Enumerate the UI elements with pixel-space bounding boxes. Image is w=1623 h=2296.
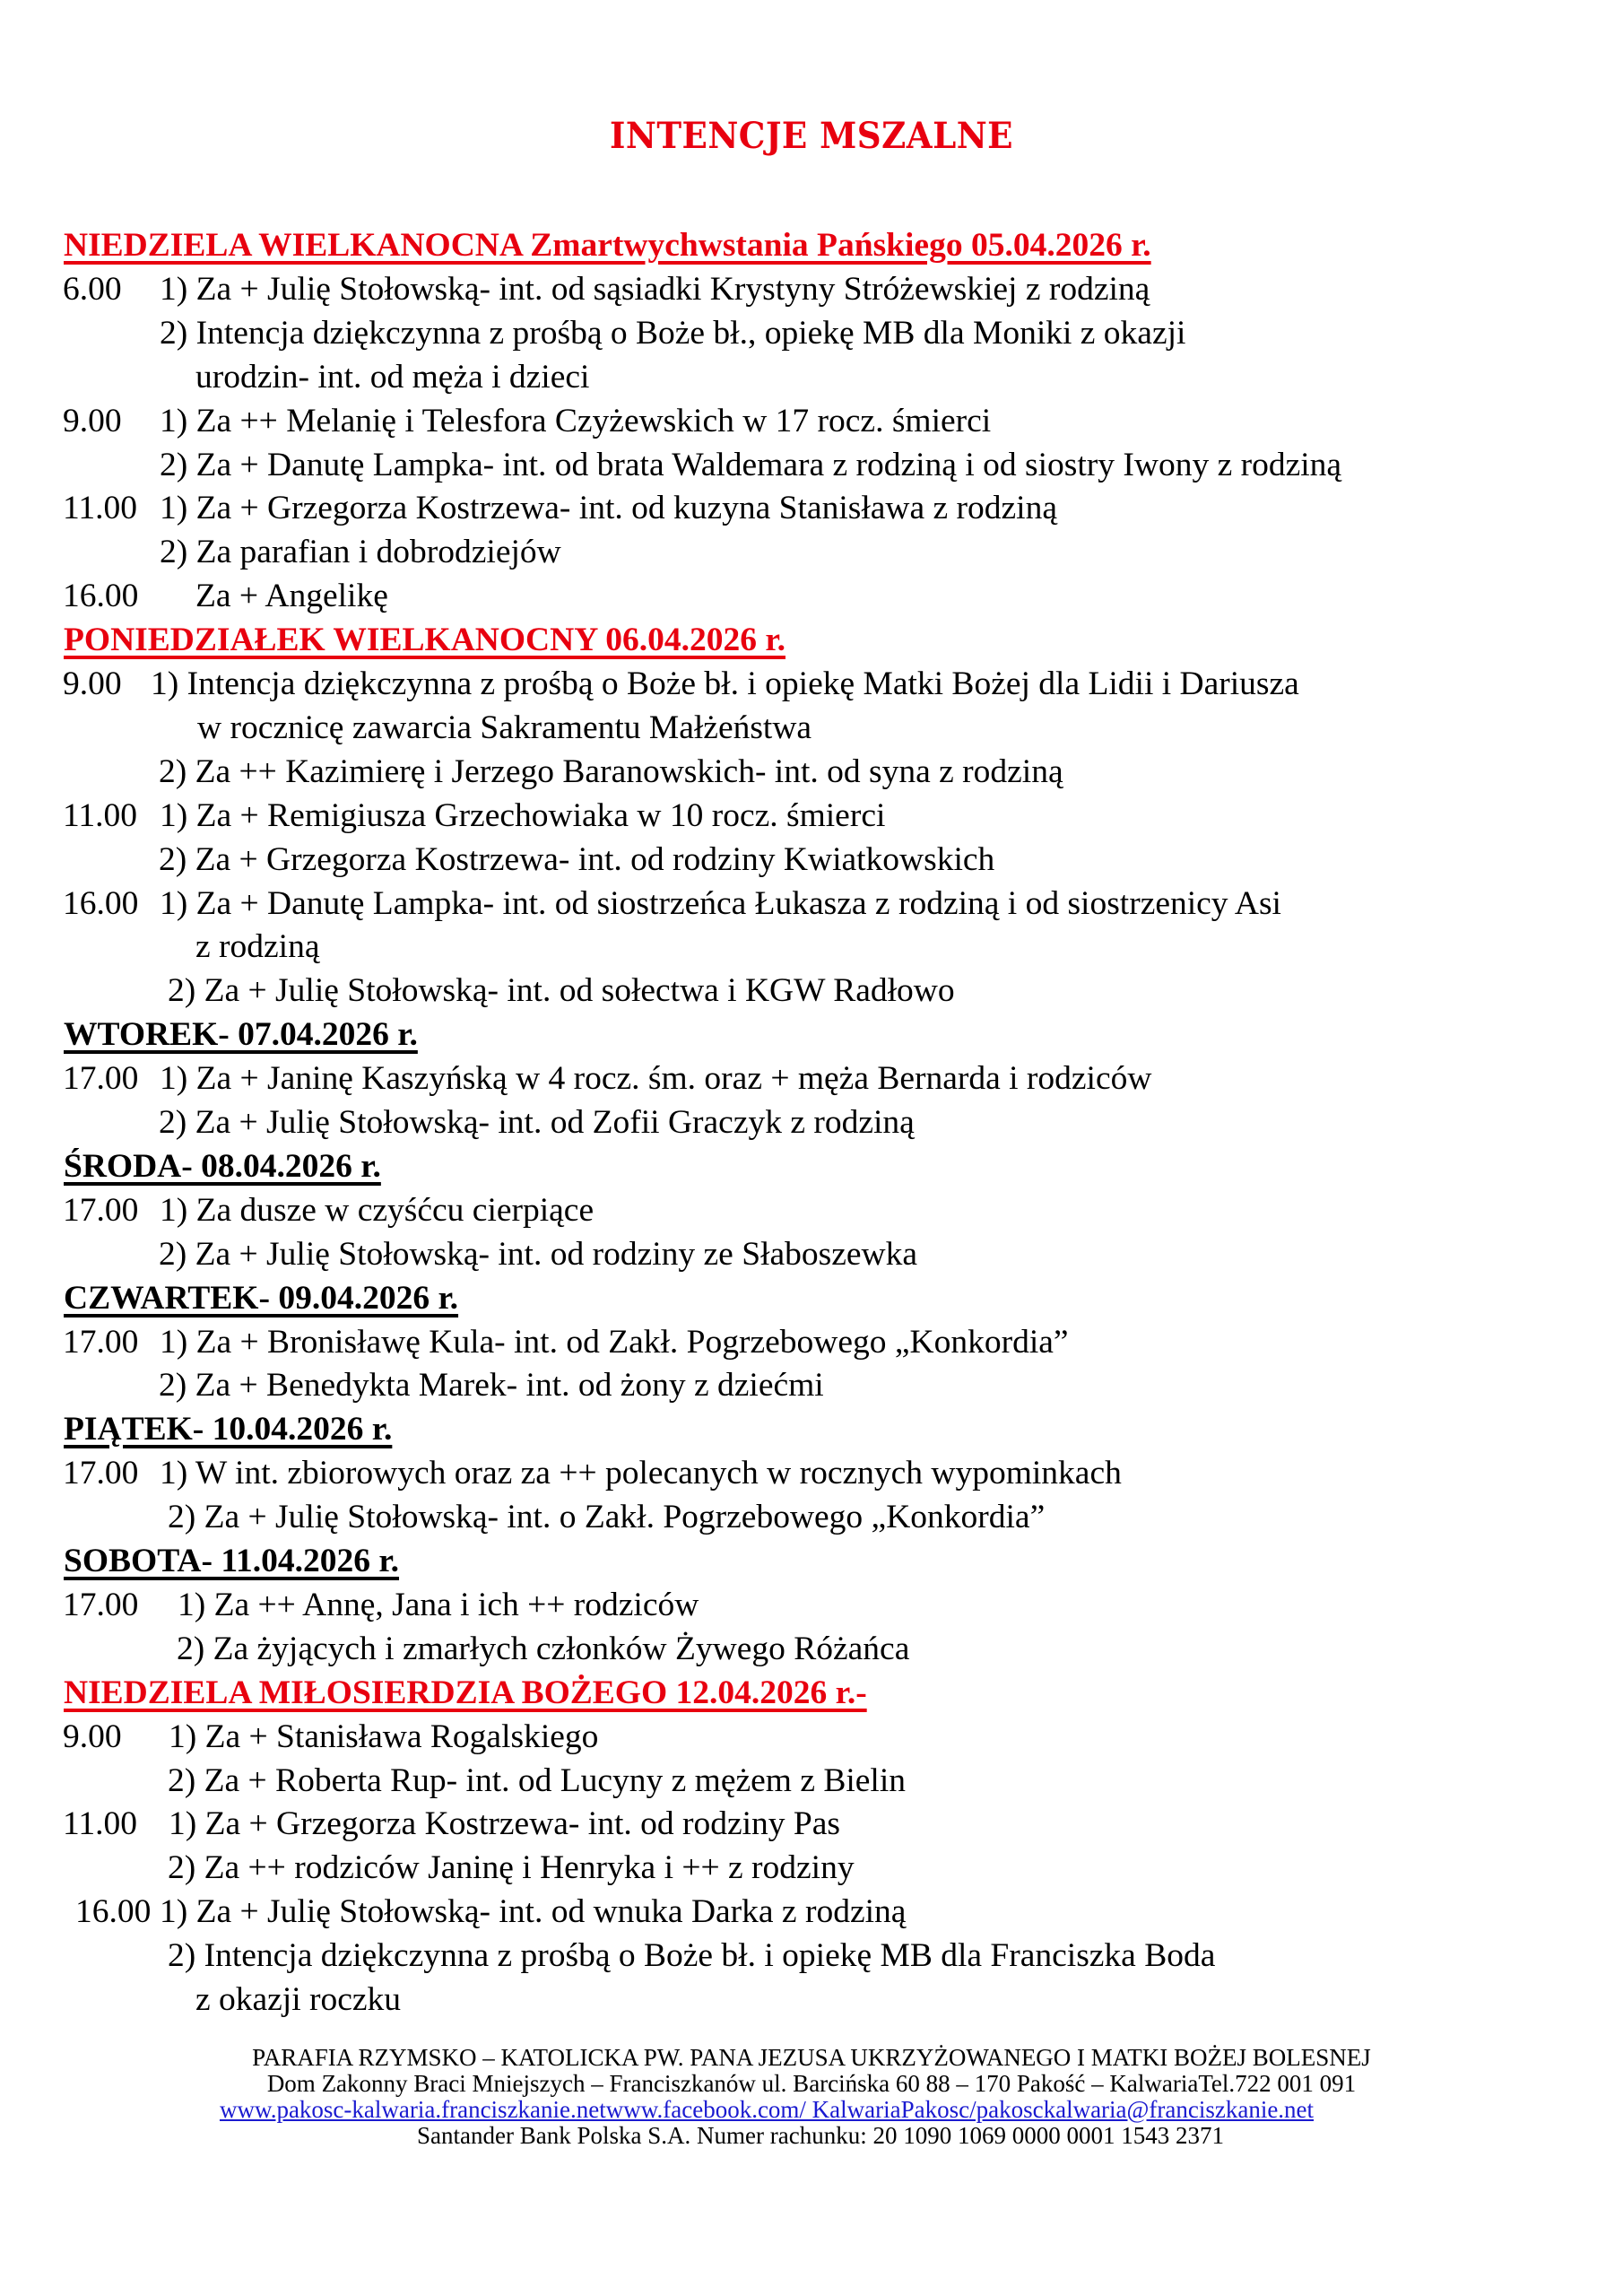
mass-time: 16.00 bbox=[63, 884, 139, 922]
intention-text: 2) Za + Julię Stołowską- int. od sołectwa i KGW Radłowo bbox=[168, 972, 955, 1010]
day-heading: SOBOTA- 11.04.2026 r. bbox=[64, 1543, 400, 1579]
intention-text: 2) Za + Julię Stołowską- int. od rodziny ze Słaboszewka bbox=[159, 1235, 917, 1273]
intention-text: 2) Za + Julię Stołowską- int. od Zofii Graczyk z rodziną bbox=[159, 1104, 915, 1141]
mass-time: 17.00 bbox=[63, 1060, 139, 1098]
intention-text: z okazji roczku bbox=[195, 1981, 402, 2018]
mass-time: 9.00 bbox=[63, 1718, 122, 1755]
intention-text: 1) Za + Grzegorza Kostrzewa- int. od rodziny Pas bbox=[169, 1805, 841, 1843]
mass-time: 11.00 bbox=[63, 490, 137, 527]
intention-text: 2) Za ++ Kazimierę i Jerzego Baranowskich- int. od syna z rodziną bbox=[159, 752, 1063, 790]
intention-text: 1) Za dusze w czyśćcu cierpiące bbox=[160, 1191, 595, 1229]
footer-parish: PARAFIA RZYMSKO – KATOLICKA PW. PANA JEZUSA UKRZYŻOWANEGO I MATKI BOŻEJ BOLESNEJ bbox=[252, 2044, 1371, 2071]
day-heading: CZWARTEK- 09.04.2026 r. bbox=[64, 1279, 459, 1317]
day-heading: PONIEDZIAŁEK WIELKANOCNY 06.04.2026 r. bbox=[64, 622, 785, 659]
mass-time: 17.00 bbox=[63, 1323, 139, 1361]
intention-text: Za + Angelikę bbox=[195, 578, 388, 615]
intention-text: w rocznicę zawarcia Sakramentu Małżeństwa bbox=[197, 709, 812, 746]
intention-text: 1) Za + Stanisława Rogalskiego bbox=[169, 1718, 599, 1755]
footer-links-row bbox=[0, 2097, 1578, 2123]
intention-text: 2) Intencja dziękczynna z prośbą o Boże bł., opiekę MB dla Moniki z okazji bbox=[160, 314, 1186, 352]
intention-text: 2) Za ++ rodziców Janinę i Henryka i ++ z rodziny bbox=[168, 1849, 855, 1887]
intention-text: urodzin- int. od męża i dzieci bbox=[195, 358, 590, 396]
intention-text: 1) Za + Grzegorza Kostrzewa- int. od kuzyna Stanisława z rodziną bbox=[160, 490, 1057, 527]
mass-time: 6.00 bbox=[63, 270, 122, 308]
mass-time: 9.00 bbox=[63, 665, 122, 702]
intention-text: 1) Za + Bronisławę Kula- int. od Zakł. Pogrzebowego „Konkordia” bbox=[160, 1323, 1069, 1361]
intention-text: 1) Intencja dziękczynna z prośbą o Boże bł. i opiekę Matki Bożej dla Lidii i Dariusza bbox=[151, 665, 1299, 702]
intention-text: 1) Za + Janinę Kaszyńską w 4 rocz. śm. oraz + męża Bernarda i rodziców bbox=[160, 1060, 1152, 1098]
intention-text: 1) Za + Danutę Lampka- int. od siostrzeńca Łukasza z rodziną i od siostrzenicy Asi bbox=[160, 884, 1281, 922]
day-heading: ŚRODA- 08.04.2026 r. bbox=[64, 1147, 381, 1185]
day-heading: WTOREK- 07.04.2026 r. bbox=[64, 1016, 418, 1054]
intention-text: 2) Za żyjących i zmarłych członków Żywego Różańca bbox=[177, 1630, 910, 1667]
footer-address: Dom Zakonny Braci Mniejszych – Franciszkanów ul. Barcińska 60 88 – 170 Pakość – KalwariaTel.722 001 091 bbox=[266, 2070, 1357, 2097]
intention-text: 1) Za + Julię Stołowską- int. od wnuka Darka z rodziną bbox=[160, 1893, 907, 1931]
intention-text: 2) Za + Roberta Rup- int. od Lucyny z mężem z Bielin bbox=[168, 1761, 907, 1799]
intention-text: 2) Intencja dziękczynna z prośbą o Boże bł. i opiekę MB dla Franciszka Boda bbox=[168, 1937, 1216, 1975]
mass-time: 9.00 bbox=[63, 402, 122, 439]
day-heading: NIEDZIELA WIELKANOCNA Zmartwychwstania Pańskiego 05.04.2026 r. bbox=[64, 227, 1151, 264]
mass-time: 11.00 bbox=[63, 796, 137, 834]
mass-time: 17.00 bbox=[63, 1586, 139, 1623]
intention-text: 1) Za + Julię Stołowską- int. od sąsiadki Krystyny Stróżewskiej z rodziną bbox=[160, 270, 1150, 308]
day-heading: NIEDZIELA MIŁOSIERDZIA BOŻEGO 12.04.2026 r.- bbox=[64, 1674, 867, 1711]
footer-links[interactable]: www.pakosc-kalwaria.franciszkanie.netwww.facebook.com/ KalwariaPakosc/pakosckalwaria@franciszkanie.net bbox=[219, 2096, 1315, 2123]
intention-text: 2) Za + Benedykta Marek- int. od żony z dziećmi bbox=[159, 1367, 824, 1405]
intention-text: 1) Za + Remigiusza Grzechowiaka w 10 rocz. śmierci bbox=[160, 796, 886, 834]
mass-time: 16.00 bbox=[63, 578, 139, 615]
mass-time: 16.00 bbox=[75, 1893, 152, 1931]
intention-text: 1) Za ++ Melanię i Telesfora Czyżewskich w 17 rocz. śmierci bbox=[160, 402, 992, 439]
mass-time: 17.00 bbox=[63, 1455, 139, 1492]
intention-text: 2) Za + Danutę Lampka- int. od brata Waldemara z rodziną i od siostry Iwony z rodziną bbox=[160, 446, 1342, 483]
intention-text: z rodziną bbox=[195, 928, 320, 966]
intention-text: 2) Za + Julię Stołowską- int. o Zakł. Pogrzebowego „Konkordia” bbox=[168, 1499, 1046, 1536]
mass-time: 17.00 bbox=[63, 1191, 139, 1229]
intention-text: 2) Za + Grzegorza Kostrzewa- int. od rodziny Kwiatkowskich bbox=[159, 840, 995, 878]
intention-text: 1) Za ++ Annę, Jana i ich ++ rodziców bbox=[178, 1586, 699, 1623]
day-heading: PIĄTEK- 10.04.2026 r. bbox=[64, 1411, 393, 1448]
footer-bank: Santander Bank Polska S.A. Numer rachunku: 20 1090 1069 0000 0001 1543 2371 bbox=[417, 2122, 1224, 2149]
page-title: INTENCJE MSZALNE bbox=[610, 115, 1013, 157]
mass-time: 11.00 bbox=[63, 1805, 137, 1843]
intention-text: 1) W int. zbiorowych oraz za ++ polecanych w rocznych wypominkach bbox=[160, 1455, 1122, 1492]
intention-text: 2) Za parafian i dobrodziejów bbox=[160, 534, 561, 571]
